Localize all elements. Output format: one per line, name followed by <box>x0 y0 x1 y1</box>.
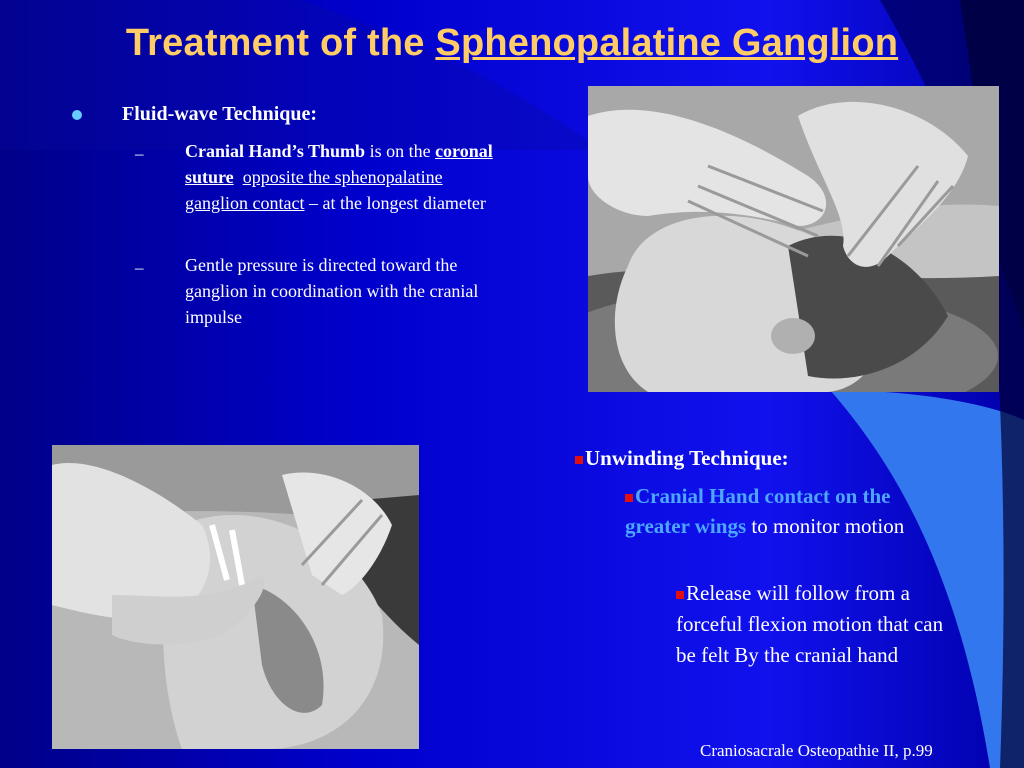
citation: Craniosacrale Osteopathie II, p.99 <box>700 741 933 760</box>
dash-bullet-1: – <box>135 144 144 163</box>
fluid-wave-heading: Fluid-wave Technique: <box>122 103 318 125</box>
photo-hands-on-head <box>588 86 999 392</box>
title-underlined: Sphenopalatine Ganglion <box>435 22 899 64</box>
fluid-wave-item-2: Gentle pressure is directed toward the ganglion in coordination with the cranial impulse <box>185 255 479 327</box>
fluid-wave-item-1: Cranial Hand’s Thumb is on the coronal suture opposite the sphenopalatine ganglion contact – at the longest diameter <box>185 141 493 213</box>
slide-title: Treatment of the Sphenopalatine Ganglion <box>125 22 899 64</box>
unwinding-heading: Unwinding Technique: <box>575 446 789 471</box>
square-bullet-icon <box>625 494 633 502</box>
dash-bullet-2: – <box>135 258 144 277</box>
square-bullet-icon <box>575 456 583 464</box>
unwinding-item-2: Release will follow from a forceful flexion motion that can be felt By the cranial hand <box>676 581 944 667</box>
photo-hands-on-skull <box>52 445 419 749</box>
bullet-dot-icon <box>72 110 82 120</box>
square-bullet-icon <box>676 591 684 599</box>
unwinding-item-1: Cranial Hand contact on the greater wings to monitor motion <box>625 484 905 538</box>
